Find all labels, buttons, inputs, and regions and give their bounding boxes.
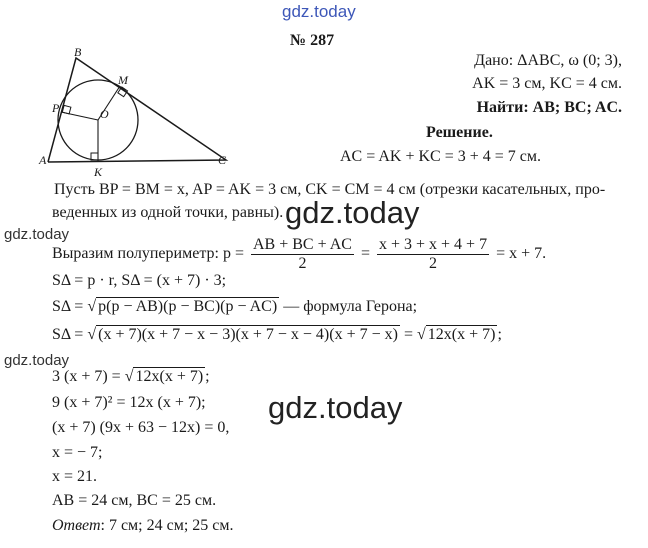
sqrt-sign-4: √ [124, 368, 134, 385]
heron-line [52, 298, 417, 316]
watermark-lower: gdz.today [268, 390, 403, 425]
semiperimeter-prefix: Выразим полупериметр: p = [52, 245, 244, 263]
heron-root: p(p − AB)(p − BC)(p − AC) [98, 298, 278, 315]
given-line-1: Дано: ΔABC, ω (0; 3), [474, 52, 622, 69]
fraction-1 [251, 236, 354, 273]
given-find: Найти: AB; BC; AC. [476, 99, 622, 116]
label-c: C [218, 153, 227, 167]
substitution-suffix: ; [497, 326, 502, 343]
equation-line-3: (x + 7) (9x + 63 − 12x) = 0, [52, 419, 230, 436]
watermark-small-2: gdz.today [4, 352, 70, 369]
fraction-2-den: 2 [429, 255, 438, 272]
answer-text: : 7 см; 24 см; 25 см. [100, 517, 234, 534]
answer-label: Ответ [52, 517, 101, 534]
substitution-line [52, 326, 502, 344]
semiperimeter-line [52, 236, 546, 273]
watermark-small-1: gdz.today [4, 226, 70, 243]
fraction-2 [377, 236, 489, 273]
sqrt-sign-2: √ [87, 326, 97, 343]
fraction-2-num: x + 3 + x + 4 + 7 [378, 236, 488, 253]
right-angle-p [62, 105, 71, 114]
text-line-1: Пусть BP = BM = x, AP = AK = 3 см, CK = CM = 4 см (отрезки касательных, про- [54, 181, 606, 198]
substitution-eq: = [403, 326, 413, 343]
equation-line-2: 9 (x + 7)² = 12x (x + 7); [52, 394, 206, 411]
problem-number: № 287 [290, 32, 335, 49]
equation-line-4: x = − 7; [52, 444, 103, 461]
answer-line [52, 517, 234, 535]
substitution-root-2: 12x(x + 7) [427, 326, 496, 343]
equation-line-1 [52, 368, 210, 386]
label-o: O [100, 107, 109, 121]
label-m: M [118, 73, 128, 87]
equation-line-5: x = 21. [52, 468, 98, 485]
sqrt-sign-3: √ [416, 326, 426, 343]
solution-title: Решение. [426, 124, 493, 141]
watermark-mid: gdz.today [285, 195, 420, 230]
semiperimeter-suffix: = x + 7. [496, 245, 547, 263]
fraction-1-den: 2 [298, 255, 307, 272]
equation-1-root: 12x(x + 7) [135, 368, 204, 385]
equation-1-suffix: ; [205, 368, 210, 385]
fraction-1-num: AB + BC + AC [252, 236, 352, 253]
watermark-top: gdz.today [282, 2, 356, 21]
label-p: P [52, 101, 60, 115]
substitution-prefix: SΔ = [52, 326, 84, 343]
label-k: K [94, 165, 103, 178]
heron-prefix: SΔ = [52, 298, 84, 315]
text-line-2: веденных из одной точки, равны). [52, 204, 284, 221]
label-b: B [74, 48, 82, 59]
equation-1-prefix: 3 (x + 7) = [52, 368, 121, 385]
heron-suffix: — формула Герона; [283, 298, 418, 315]
area-line: SΔ = p · r, SΔ = (x + 7) · 3; [52, 272, 227, 289]
given-line-2: AK = 3 см, KC = 4 см. [472, 75, 622, 92]
result-line: AB = 24 см, BC = 25 см. [52, 492, 217, 509]
substitution-root-1: (x + 7)(x + 7 − x − 3)(x + 7 − x − 4)(x + 7 − x) [98, 326, 398, 343]
label-a: A [39, 153, 47, 167]
sqrt-sign-1: √ [87, 298, 97, 315]
triangle-figure [36, 48, 236, 178]
ac-line: AC = AK + KC = 3 + 4 = 7 см. [340, 148, 542, 165]
semiperimeter-eq: = [360, 245, 370, 263]
